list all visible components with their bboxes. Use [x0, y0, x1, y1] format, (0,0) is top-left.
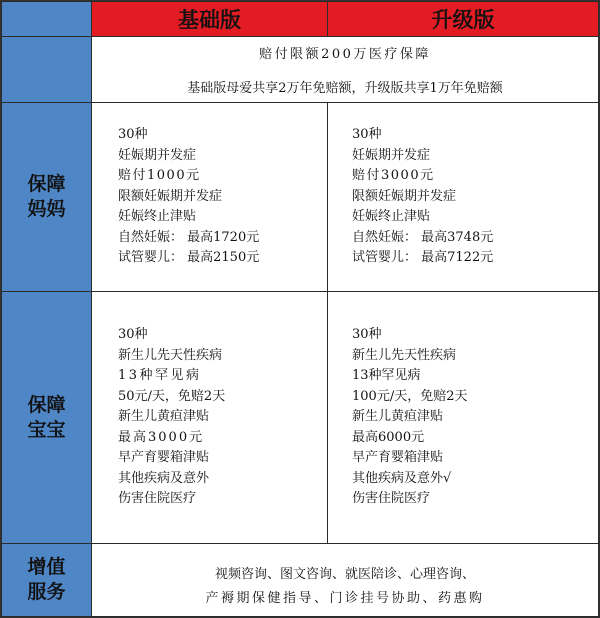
list-item: 妊娠终止津贴	[118, 209, 197, 224]
list-item: 最高6000元	[352, 429, 425, 445]
list-item: 新生儿先天性疾病	[352, 347, 457, 363]
list-item: 50元/天，免赔2天	[118, 388, 226, 404]
list-item: 妊娠期并发症	[352, 147, 431, 163]
list-item: 早产育婴箱津贴	[352, 450, 444, 465]
list-item: 13种罕见病	[352, 368, 421, 383]
mother-label-line2: 妈妈	[27, 198, 66, 220]
list-item: 早产育婴箱津贴	[118, 450, 210, 465]
baby-label	[1, 291, 92, 544]
mother-label	[1, 102, 92, 292]
list-item: 赔付1000元	[118, 168, 201, 183]
baby-label-line2: 宝宝	[27, 418, 66, 441]
list-item: 妊娠终止津贴	[352, 209, 431, 224]
summary-side-cell	[1, 36, 92, 103]
services-label	[1, 543, 92, 617]
list-item: 新生儿黄疸津贴	[118, 409, 210, 424]
list-item: 自然妊娠： 最高1720元	[118, 229, 260, 245]
header-upgrade	[327, 1, 599, 37]
list-item: 伤害住院医疗	[352, 491, 431, 506]
list-item: 试管婴儿： 最高2150元	[118, 250, 260, 265]
mother-upgrade-list	[352, 125, 493, 269]
summary-line2: 基础版母爱共享2万年免赔额，升级版共享1万年免赔额	[187, 81, 503, 96]
header-basic-label: 基础版	[178, 8, 241, 32]
list-item: 13种罕见病	[118, 368, 202, 383]
services-cell	[91, 543, 599, 617]
list-item: 30种	[352, 327, 382, 342]
list-item: 30种	[118, 327, 148, 342]
list-item: 其他疾病及意外√	[352, 470, 452, 486]
summary-cell	[91, 36, 599, 103]
services-line1: 视频咨询、图文咨询、就医陪诊、心理咨询、	[214, 567, 475, 582]
mother-upgrade-cell	[327, 102, 599, 292]
corner-cell	[1, 1, 92, 37]
list-item: 新生儿黄疸津贴	[352, 409, 444, 424]
mother-basic-cell	[91, 102, 328, 292]
baby-basic-cell	[91, 291, 328, 544]
list-item: 新生儿先天性疾病	[118, 347, 223, 363]
mother-basic-list	[118, 125, 259, 269]
list-item: 30种	[118, 127, 148, 142]
header-upgrade-label: 升级版	[431, 8, 495, 32]
list-item: 赔付3000元	[352, 168, 435, 183]
baby-upgrade-cell	[327, 291, 599, 544]
services-label-line2: 服务	[27, 581, 66, 603]
baby-label-line1: 保障	[27, 393, 66, 416]
baby-basic-list	[118, 325, 225, 510]
list-item: 自然妊娠： 最高3748元	[352, 229, 494, 245]
list-item: 妊娠期并发症	[118, 147, 197, 163]
header-basic	[91, 1, 328, 37]
list-item: 限额妊娠期并发症	[352, 188, 457, 204]
services-line2: 产褥期保健指导、门诊挂号协助、药惠购	[205, 591, 485, 606]
summary-line1: 赔付限额200万医疗保障	[259, 47, 431, 62]
baby-upgrade-list	[352, 325, 467, 510]
list-item: 100元/天，免赔2天	[352, 388, 468, 404]
list-item: 其他疾病及意外	[118, 470, 210, 486]
list-item: 试管婴儿： 最高7122元	[352, 250, 494, 265]
mother-label-line1: 保障	[27, 173, 66, 195]
services-label-line1: 增值	[27, 556, 66, 578]
list-item: 限额妊娠期并发症	[118, 188, 223, 204]
list-item: 30种	[352, 127, 382, 142]
list-item: 伤害住院医疗	[118, 491, 197, 506]
list-item: 最高3000元	[118, 429, 205, 445]
